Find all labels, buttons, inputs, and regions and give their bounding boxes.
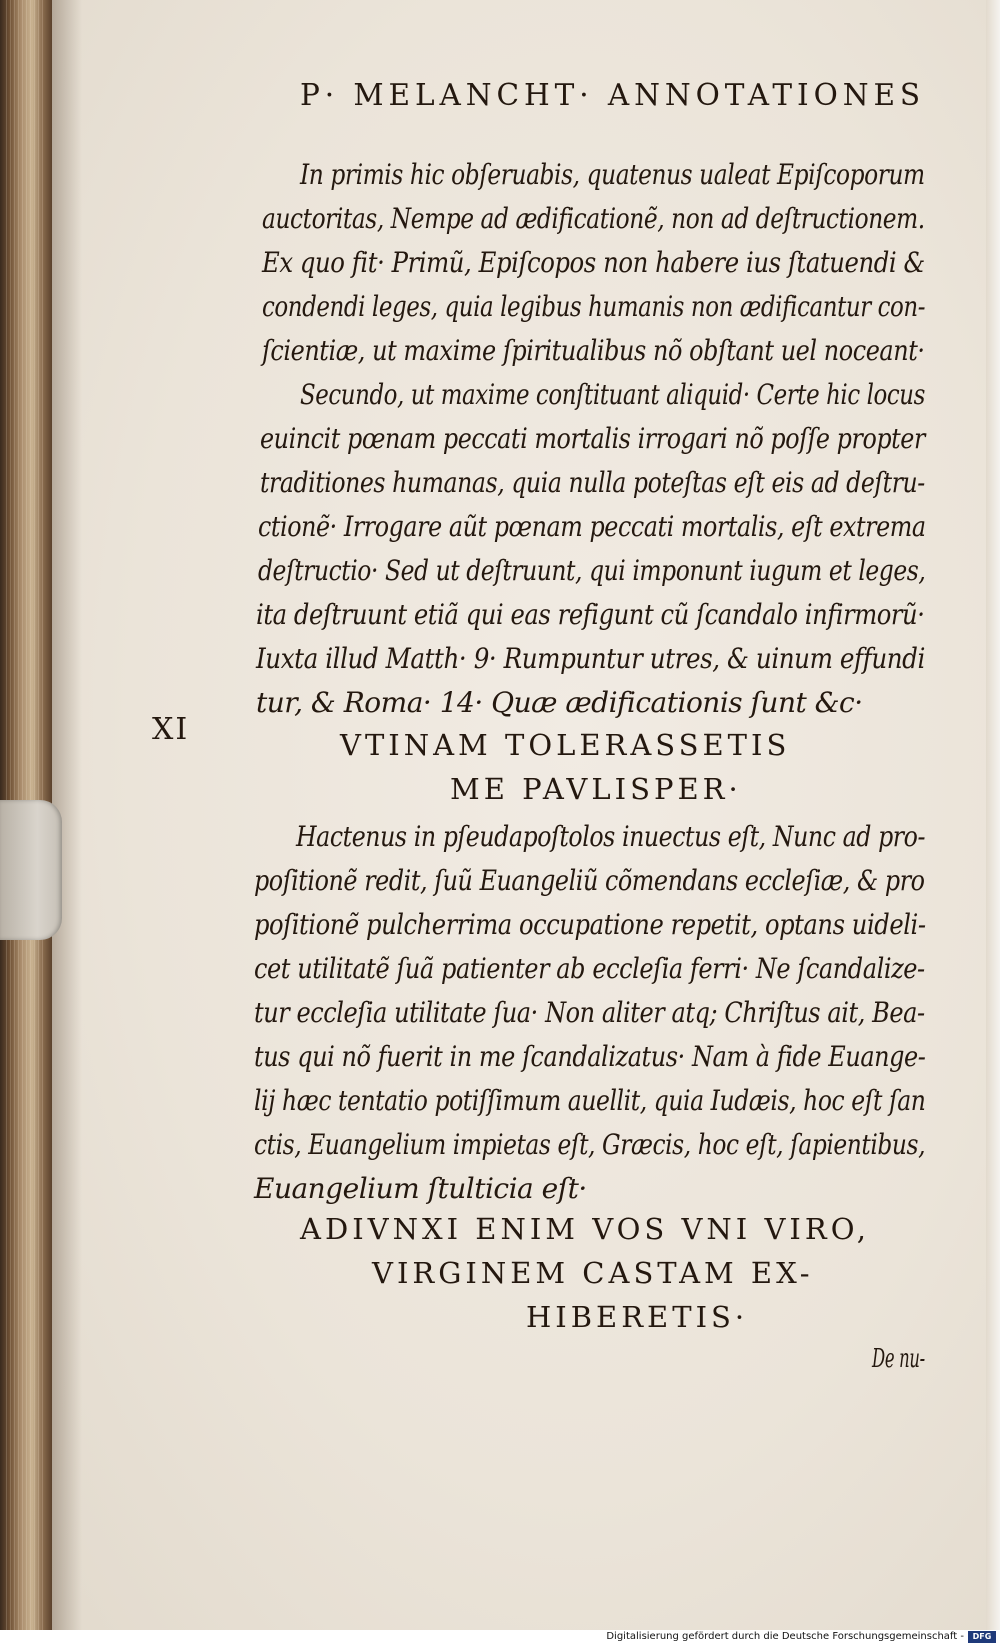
- text-line: ctis, Euangelium impietas eſt, Græcis, hoc eſt, ſapientibus,: [254, 1128, 926, 1161]
- text-line: ſcientiæ, ut maxime ſpiritualibus nõ obſtant uel noceant·: [262, 334, 925, 367]
- text-line: Ex quo fit· Primũ, Epiſcopos non habere ius ſtatuendi &: [262, 246, 925, 279]
- scripture-heading-line: VTINAM TOLERASSETIS: [340, 728, 791, 762]
- text-line: poſitionẽ redit, ſuũ Euangeliũ cõmendans eccleſiæ, & pro: [254, 864, 925, 897]
- scripture-heading-line: HIBERETIS·: [526, 1300, 749, 1334]
- text-line: poſitionẽ pulcherrima occupatione repetit, optans uideli-: [254, 908, 926, 941]
- text-line: auctoritas, Nempe ad ædificationẽ, non ad deſtructionem.: [262, 202, 925, 235]
- page-right-edge: [986, 0, 1000, 1630]
- text-line: cet utilitatẽ ſuã patienter ab eccleſia ferri· Ne ſcandalize-: [254, 952, 925, 985]
- text-line: Secundo, ut maxime conſtituant aliquid· Certe hic locus: [300, 378, 925, 411]
- catchword: De nu-: [872, 1344, 925, 1374]
- text-line: Euangelium ſtulticia eſt·: [254, 1172, 587, 1205]
- text-line: Hactenus in pſeudapoſtolos inuectus eſt, Nunc ad pro-: [296, 820, 926, 853]
- text-line: lij hæc tentatio potiſſimum auellit, quia Iudæis, hoc eſt ſan: [254, 1084, 926, 1117]
- text-line: tur eccleſia utilitate ſua· Non aliter atq; Chriſtus ait, Bea-: [254, 996, 925, 1029]
- scripture-heading-line: ME PAVLISPER·: [450, 772, 742, 806]
- text-line: tus qui nõ fuerit in me ſcandalizatus· Nam à fide Euange-: [254, 1040, 926, 1073]
- clip-tab: [0, 800, 62, 940]
- dfg-logo: DFG: [968, 1631, 996, 1643]
- scripture-heading-line: VIRGINEM CASTAM EX-: [372, 1256, 814, 1290]
- text-line: traditiones humanas, quia nulla poteſtas eſt eis ad deſtru-: [260, 466, 925, 499]
- text-line: euincit pœnam peccati mortalis irrogari nõ poſſe propter: [260, 422, 925, 455]
- text-line: tur, & Roma· 14· Quæ ædificationis ſunt &c·: [256, 686, 863, 719]
- text-line: In primis hic obſeruabis, quatenus ualeat Epiſcoporum: [300, 158, 925, 191]
- text-line: Iuxta illud Matth· 9· Rumpuntur utres, & uinum effundi: [256, 642, 925, 675]
- text-line: ita deſtruunt etiã qui eas refigunt cũ ſcandalo infirmorũ·: [256, 598, 925, 631]
- text-line: ctionẽ· Irrogare aũt pœnam peccati mortalis, eſt extrema: [258, 510, 926, 543]
- book-page: [52, 0, 1000, 1630]
- digitization-footer: [0, 1630, 1000, 1645]
- margin-section-number: XI: [152, 712, 190, 747]
- scripture-heading-line: ADIVNXI ENIM VOS VNI VIRO,: [300, 1212, 871, 1246]
- running-title: P· MELANCHT· ANNOTATIONES: [300, 78, 926, 113]
- digitization-credit: Digitalisierung gefördert durch die Deutsche Forschungsgemeinschaft -: [606, 1631, 964, 1642]
- text-line: condendi leges, quia legibus humanis non ædificantur con-: [262, 290, 926, 323]
- text-line: deſtructio· Sed ut deſtruunt, qui imponunt iugum et leges,: [258, 554, 926, 587]
